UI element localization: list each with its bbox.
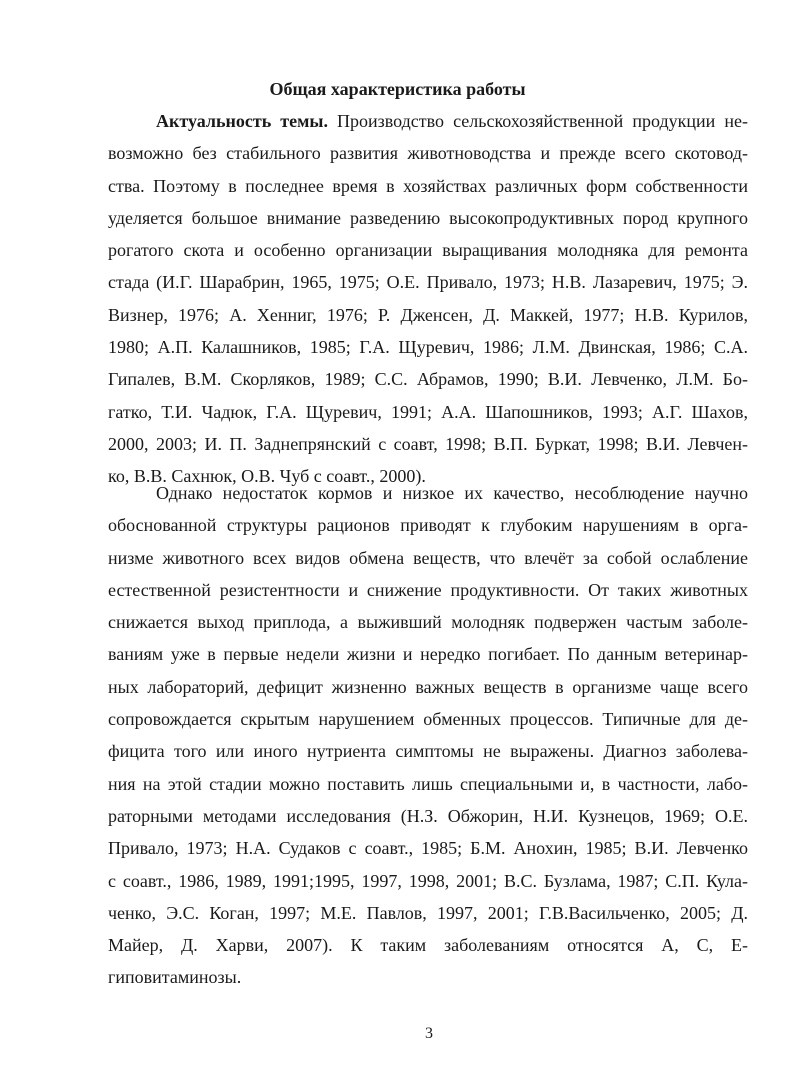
page-number: 3 <box>425 1025 433 1042</box>
paragraph-line: рогатого скота и особенно организации выращивания молодняка для ремонта <box>108 240 748 261</box>
paragraph-line: с соавт., 1986, 1989, 1991;1995, 1997, 1998, 2001; В.С. Бузлама, 1987; С.П. Кула- <box>108 870 748 891</box>
paragraph-relevance <box>108 105 748 493</box>
paragraph-line: ния на этой стадии можно поставить лишь специальными и, в частности, лабо- <box>108 773 748 794</box>
paragraph-line: низме животного всех видов обмена веществ, что влечёт за собой ослабление <box>108 547 748 568</box>
paragraph-line: 1980; А.П. Калашников, 1985; Г.А. Щуревич, 1986; Л.М. Двинская, 1986; С.А. <box>108 337 748 358</box>
paragraph-line: сопровождается скрытым нарушением обменных процессов. Типичные для де- <box>108 709 748 730</box>
paragraph-line: гиповитаминозы. <box>108 967 242 988</box>
paragraph-line: Однако недостаток кормов и низкое их качество, несоблюдение научно <box>156 483 748 503</box>
paragraph-line: уделяется большое внимание разведению высокопродуктивных пород крупного <box>108 207 748 228</box>
paragraph-line: фицита того или иного нутриента симптомы не выражены. Диагноз заболева- <box>108 741 748 762</box>
paragraph-line: Визнер, 1976; А. Хенниг, 1976; Р. Дженсен, Д. Маккей, 1977; Н.В. Курилов, <box>108 304 748 325</box>
paragraph-line: Гипалев, В.М. Скорляков, 1989; С.С. Абрамов, 1990; В.И. Левченко, Л.М. Бо- <box>108 369 748 390</box>
paragraph-line-text: Производство сельскохозяйственной продукции не- <box>327 111 748 131</box>
paragraph-line: ко, В.В. Сахнюк, О.В. Чуб с соавт., 2000). <box>108 466 426 487</box>
section-lead: Актуальность темы. <box>156 111 328 131</box>
paragraph-line: ченко, Э.С. Коган, 1997; М.Е. Павлов, 1997, 2001; Г.В.Васильченко, 2005; Д. <box>108 902 748 923</box>
paragraph-line: обоснованной структуры рационов приводят к глубоким нарушениям в орга- <box>108 515 748 536</box>
paragraph-line: ных лабораторий, дефицит жизненно важных веществ в организме чаще всего <box>108 676 748 697</box>
paragraph-feed-deficiency <box>108 477 748 994</box>
paragraph-line: стада (И.Г. Шарабрин, 1965, 1975; О.Е. Привало, 1973; Н.В. Лазаревич, 1975; Э. <box>108 272 748 293</box>
paragraph-line: ства. Поэтому в последнее время в хозяйствах различных форм собственности <box>108 175 748 196</box>
paragraph-line: возможно без стабильного развития животноводства и прежде всего скотовод- <box>108 143 748 164</box>
paragraph-line: снижается выход приплода, а выживший молодняк подвержен частым заболе- <box>108 612 748 633</box>
section-title: Общая характеристика работы <box>269 79 526 99</box>
paragraph-line: гатко, Т.И. Чадюк, Г.А. Щуревич, 1991; А.А. Шапошников, 1993; А.Г. Шахов, <box>108 401 748 422</box>
paragraph-line: Майер, Д. Харви, 2007). К таким заболеваниям относятся А, С, Е- <box>108 935 748 956</box>
paragraph-line: раторными методами исследования (Н.З. Обжорин, Н.И. Кузнецов, 1969; О.Е. <box>108 805 748 826</box>
paragraph-line: Привало, 1973; Н.А. Судаков с соавт., 1985; Б.М. Анохин, 1985; В.И. Левченко <box>108 838 748 859</box>
paragraph-line: естественной резистентности и снижение продуктивности. От таких животных <box>108 579 748 600</box>
paragraph-line <box>108 105 748 137</box>
paragraph-line: 2000, 2003; И. П. Заднепрянский с соавт, 1998; В.П. Буркат, 1998; В.И. Левчен- <box>108 433 748 454</box>
paragraph-line: ваниям уже в первые недели жизни и нередко погибает. По данным ветеринар- <box>108 644 748 665</box>
